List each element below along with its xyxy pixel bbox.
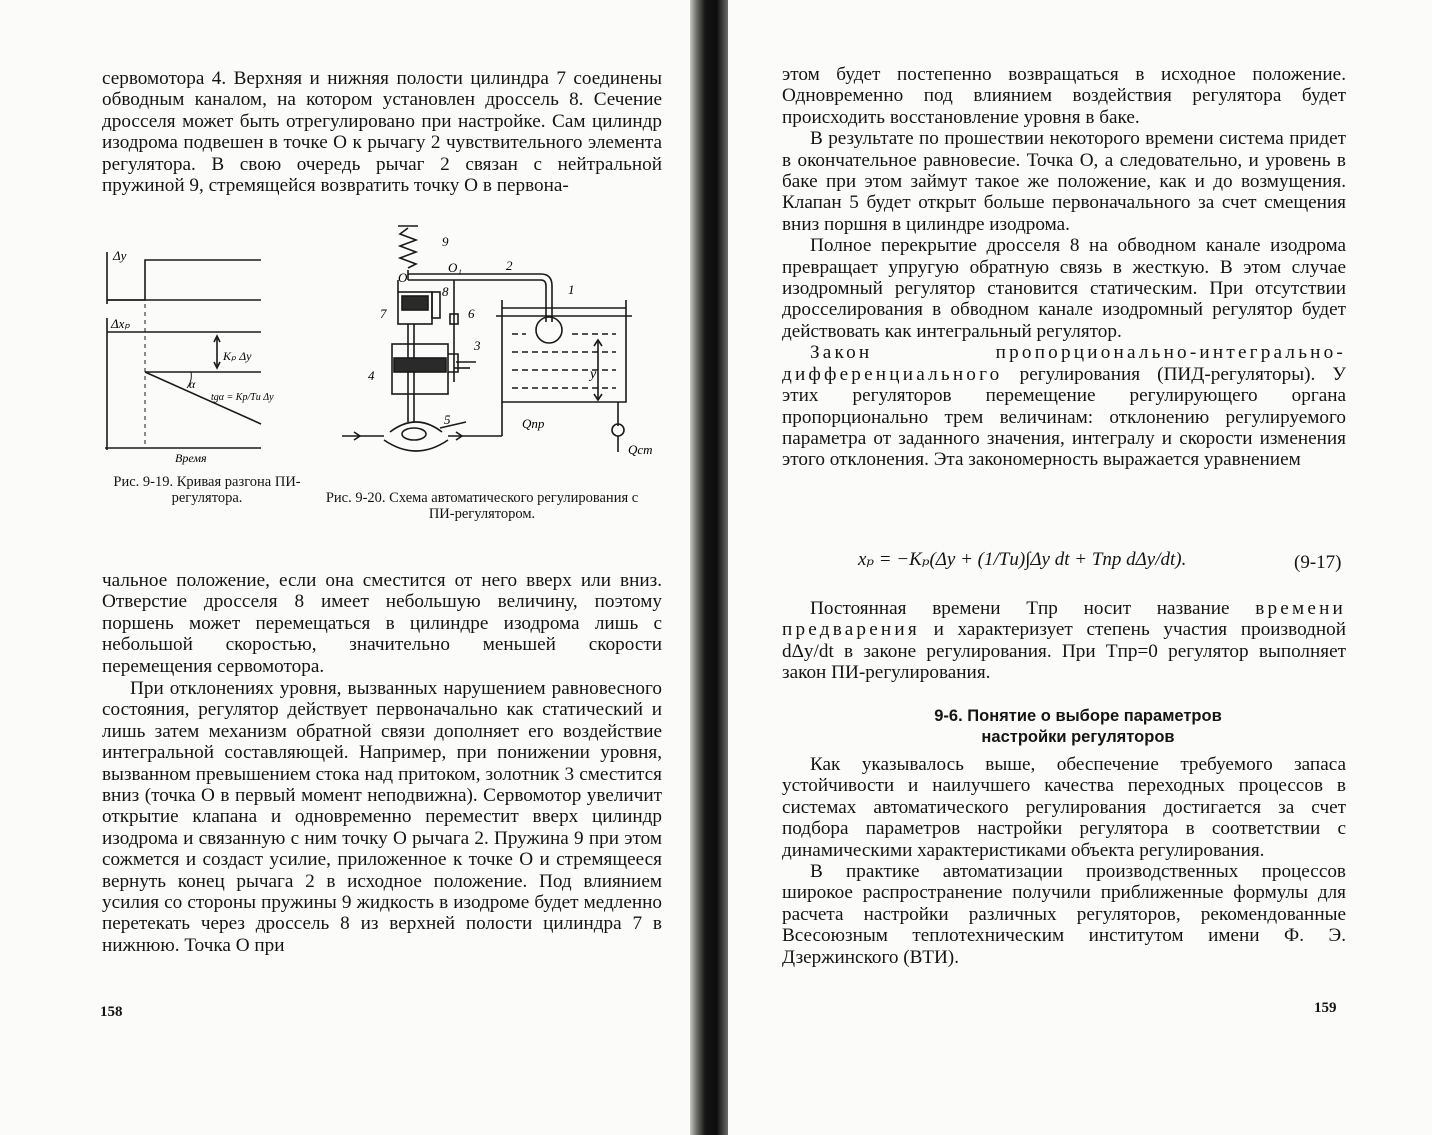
figure-9-20-diagram <box>336 222 656 472</box>
fig20-label-5: 5 <box>444 412 451 427</box>
figure-9-19-caption: Рис. 9-19. Кривая разгона ПИ-регулятора. <box>113 474 301 506</box>
fig20-label-7: 7 <box>380 306 387 321</box>
fig20-label-8: 8 <box>442 284 449 299</box>
right-page <box>728 0 1432 1135</box>
fig20-label-qpr: Qпр <box>522 416 545 431</box>
fig19-label-xp: Δxₚ <box>111 316 130 331</box>
left-paragraph-top: сервомотора 4. Верхняя и нижняя полости цилиндра 7 соединены обводным каналом, на котором установлен дроссель 8. Сечение дросселя может быть отрегулировано при настройке. Сам цилиндр изодрома подвешен в точке О к рычагу 2 чувствительного элемента регулятора. В свою очередь рычаг 2 связан с нейтральной пружиной 9, стремящейся возвратить точку О в первона- <box>102 68 662 197</box>
fig20-label-1: 1 <box>568 282 575 297</box>
right-paragraphs-top: этом будет постепенно возвращаться в исходное положение. Одновременно под влиянием воздействия регулятора будет происходить восстановление уровня в баке. В результате по прошествии некоторого времени система придет в окончательное равновесие. Точка О, а следовательно, и уровень в баке при этом займут такое же положение, как и до возмущения. Клапан 5 будет открыт больше первоначального за счет смещения вниз поршня в цилиндре изодрома. Полное перекрытие дросселя 8 на обводном канале изодрома превращает упругую обратную связь в жесткую. В этом случае изодромный регулятор становится статическим. При отсутствии дросселирования в обводном канале изодромный регулятор будет действовать как интегральный регулятор. Закон пропорционально-интегрально-дифференциального регулирования (ПИД-регуляторы). У этих регуляторов перемещение регулирующего органа пропорционально трем величинам: отклонению регулируемого параметра от заданного значения, интегралу и скорости изменения этого отклонения. Эта закономерность выражается уравнением <box>782 64 1346 471</box>
fig20-label-qst: Qст <box>628 442 653 457</box>
fig19-label-tg: tgα = Kp/Tи Δy <box>211 392 274 403</box>
left-page <box>0 0 690 1135</box>
fig19-axis-x: Время <box>175 451 207 465</box>
fig20-label-2: 2 <box>506 258 513 273</box>
left-paragraph-middle: чальное положение, если она сместится от него вверх или вниз. Отверстие дросселя 8 имеет небольшую величину, поэтому поршень может перемещаться в цилиндре изодрома лишь с небольшой скоростью, значительно меньшей скорости перемещения сервомотора. <box>102 570 662 677</box>
fig20-label-O1: O₁ <box>448 260 462 275</box>
fig20-label-O: O <box>398 270 408 285</box>
figure-9-20-caption: Рис. 9-20. Схема автоматического регулирования с ПИ-регулятором. <box>325 490 639 522</box>
fig20-label-9: 9 <box>442 234 449 249</box>
fig20-label-4: 4 <box>368 368 375 383</box>
fig20-label-y: y <box>590 367 597 382</box>
fig19-axis-y: Δy <box>113 248 127 263</box>
fig19-label-kp: Kₚ Δy <box>223 349 252 363</box>
page-number-right: 159 <box>1314 1000 1337 1016</box>
page-number-left: 158 <box>100 1004 123 1020</box>
term-pid-law: Закон пропорционально-интегрально-дифференциального <box>782 342 1346 385</box>
figure-9-19-chart <box>95 238 275 470</box>
right-paragraph-tpr: Постоянная времени Tпр носит название времени предварения и характеризует степень участия производной dΔy/dt в законе регулирования. При Tпр=0 регулятор выполняет закон ПИ-регулирования. <box>782 598 1346 684</box>
formula-9-17: xₚ = −Kₚ(Δy + (1/Tи)∫Δy dt + Tпр dΔy/dt). <box>858 549 1187 570</box>
left-paragraph-bottom: При отклонениях уровня, вызванных нарушением равновесного состояния, регулятор действует первоначально как статический и лишь затем механизм обратной связи дополняет его воздействие интегральной составляющей. Например, при понижении уровня, вызванном превышением стока над притоком, золотник 3 сместится вниз (точка О в первый момент неподвижна). Сервомотор увеличит открытие клапана и одновременно переместит вверх цилиндр изодрома и связанную с ним точку О рычага 2. Пружина 9 при этом сожмется и создаст усилие, приложенное к точке О и стремящееся вернуть конец рычага 2 в исходное положение. Под влиянием усилия со стороны пружины 9 жидкость в изодроме будет медленно перетекать через дроссель 8 из верхней полости цилиндра 7 в нижнюю. Точка О при <box>102 678 662 956</box>
book-spine <box>690 0 728 1135</box>
fig20-label-3: 3 <box>474 338 481 353</box>
fig19-label-alpha: α <box>189 377 196 391</box>
section-heading: 9-6. Понятие о выборе параметров настройки регуляторов <box>934 707 1222 746</box>
right-paragraphs-bottom: Как указывалось выше, обеспечение требуемого запаса устойчивости и наилучшего качества переходных процессов в системах автоматического регулирования достигается за счет подбора параметров настройки регулятора в соответствии с динамическими характеристиками объекта регулирования. В практике автоматизации производственных процессов широкое распространение получили приближенные формулы для расчета настройки различных регуляторов, рекомендованные Всесоюзным теплотехническим институтом имени Ф. Э. Дзержинского (ВТИ). <box>782 754 1346 968</box>
fig20-label-6: 6 <box>468 306 475 321</box>
formula-number: (9-17) <box>1294 552 1342 573</box>
